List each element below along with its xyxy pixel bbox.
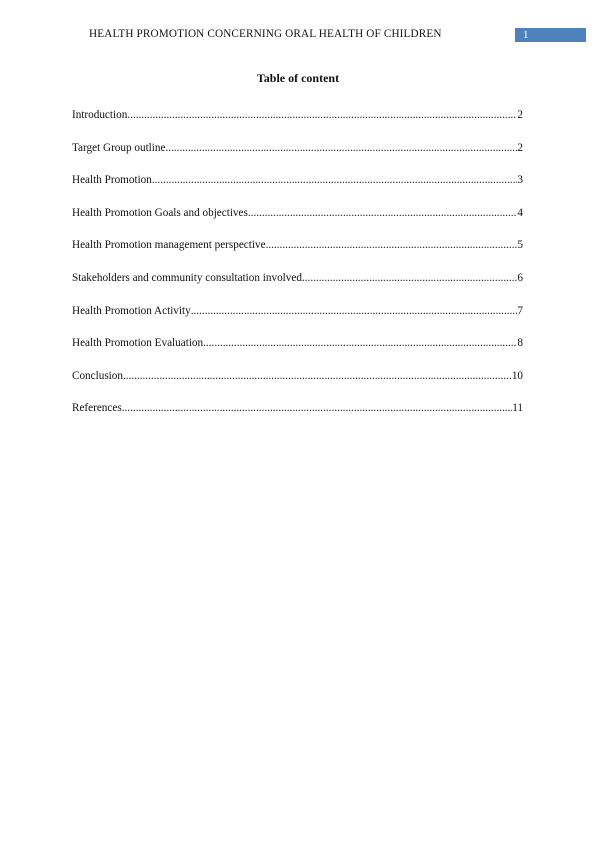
toc-entry-activity[interactable] — [72, 305, 523, 338]
toc-entry-management-perspective[interactable] — [72, 239, 523, 272]
toc-dot-leader — [203, 337, 517, 349]
toc-dot-leader — [165, 142, 517, 154]
toc-entry-title: Conclusion — [72, 369, 123, 382]
toc-entry-title: Stakeholders and community consultation involved — [72, 271, 302, 284]
toc-entry-page: 2 — [517, 141, 523, 154]
toc-entry-title: Health Promotion — [72, 174, 152, 187]
toc-dot-leader — [266, 239, 518, 251]
toc-entry-health-promotion[interactable] — [72, 174, 523, 207]
toc-dot-leader — [127, 109, 517, 121]
toc-entry-page: 4 — [517, 206, 523, 219]
toc-entry-page: 8 — [517, 337, 523, 350]
toc-entry-evaluation[interactable] — [72, 337, 523, 370]
toc-entry-title: References — [72, 402, 122, 415]
toc-entry-introduction[interactable] — [72, 109, 523, 142]
toc-entry-title: Health Promotion Goals and objectives — [72, 206, 248, 219]
toc-entry-title: Health Promotion management perspective — [72, 239, 266, 252]
toc-entry-conclusion[interactable] — [72, 370, 523, 403]
page-number-badge: 1 — [515, 28, 586, 42]
toc-dot-leader — [191, 305, 518, 317]
toc-entry-page: 10 — [511, 369, 523, 382]
toc-dot-leader — [302, 272, 517, 284]
toc-entry-title: Target Group outline — [72, 141, 166, 154]
toc-entry-title: Health Promotion Evaluation — [72, 337, 204, 350]
toc-heading: Table of content — [256, 71, 340, 85]
toc-entry-title: Health Promotion Activity — [72, 304, 191, 317]
toc-dot-leader — [152, 174, 518, 186]
toc-entry-target-group-outline[interactable] — [72, 142, 523, 175]
toc-entry-goals-and-objectives[interactable] — [72, 207, 523, 240]
running-header-title: HEALTH PROMOTION CONCERNING ORAL HEALTH OF CHILDREN — [89, 28, 442, 40]
toc-dot-leader — [123, 370, 512, 382]
toc-entry-stakeholders[interactable] — [72, 272, 523, 305]
toc-dot-leader — [122, 402, 513, 414]
toc-entry-title: Introduction — [72, 109, 128, 121]
toc-entry-page: 11 — [512, 402, 523, 415]
table-of-contents — [72, 109, 523, 435]
toc-entry-references[interactable] — [72, 402, 523, 435]
page-header — [0, 28, 596, 44]
toc-dot-leader — [248, 207, 518, 219]
toc-entry-page: 5 — [517, 239, 523, 252]
toc-entry-page: 2 — [517, 109, 523, 121]
toc-entry-page: 6 — [517, 271, 523, 284]
toc-entry-page: 7 — [517, 304, 523, 317]
toc-entry-page: 3 — [517, 174, 523, 187]
